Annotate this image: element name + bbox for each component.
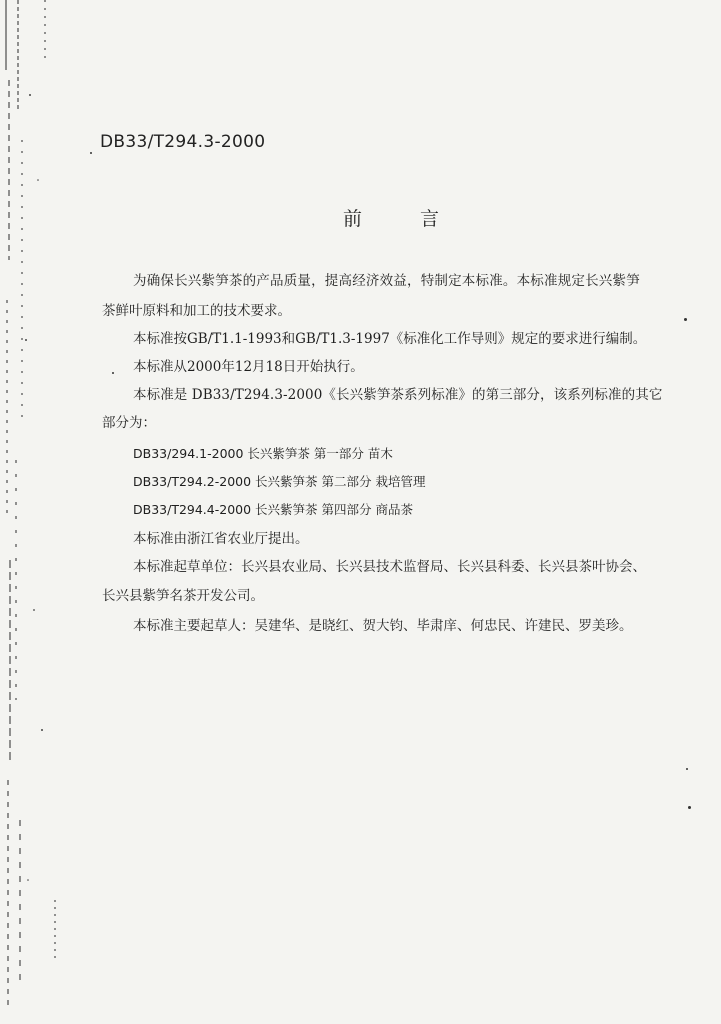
scan-speck <box>112 372 114 374</box>
scan-edge-artifacts <box>0 0 80 1024</box>
paragraph-line: 部分为： <box>102 415 156 431</box>
series-part-item: DB33/T294.2-2000 长兴紫笋茶 第二部分 栽培管理 <box>133 474 426 489</box>
paragraph-line: 茶鲜叶原料和加工的技术要求。 <box>102 303 291 319</box>
paragraph-line: 本标准从2000年12月18日开始执行。 <box>133 359 364 375</box>
scan-speck <box>688 806 691 809</box>
scan-speck <box>686 768 688 770</box>
scan-speck <box>684 318 687 321</box>
paragraph-line: 本标准按GB/T1.1-1993和GB/T1.3-1997《标准化工作导则》规定的要求进行编制。 <box>133 331 647 347</box>
page-title: 前言 <box>343 208 498 230</box>
series-part-item: DB33/T294.4-2000 长兴紫笋茶 第四部分 商品茶 <box>133 502 413 517</box>
paragraph-line: 本标准由浙江省农业厅提出。 <box>133 531 309 547</box>
paragraph-line: 本标准主要起草人：吴建华、是晓红、贺大钧、毕肃庠、何忠民、许建民、罗美珍。 <box>133 618 633 634</box>
paragraph-line: 本标准是 DB33/T294.3-2000《长兴紫笋茶系列标准》的第三部分，该系列标准的其它 <box>133 387 663 403</box>
series-part-item: DB33/294.1-2000 长兴紫笋茶 第一部分 苗木 <box>133 446 393 461</box>
paragraph-line: 长兴县紫笋名茶开发公司。 <box>102 588 264 604</box>
scan-speck <box>90 152 92 154</box>
standard-code: DB33/T294.3-2000 <box>100 132 266 152</box>
paragraph-line: 为确保长兴紫笋茶的产品质量，提高经济效益，特制定本标准。本标准规定长兴紫笋 <box>133 273 640 289</box>
paragraph-line: 本标准起草单位：长兴县农业局、长兴县技术监督局、长兴县科委、长兴县茶叶协会、 <box>133 559 646 575</box>
